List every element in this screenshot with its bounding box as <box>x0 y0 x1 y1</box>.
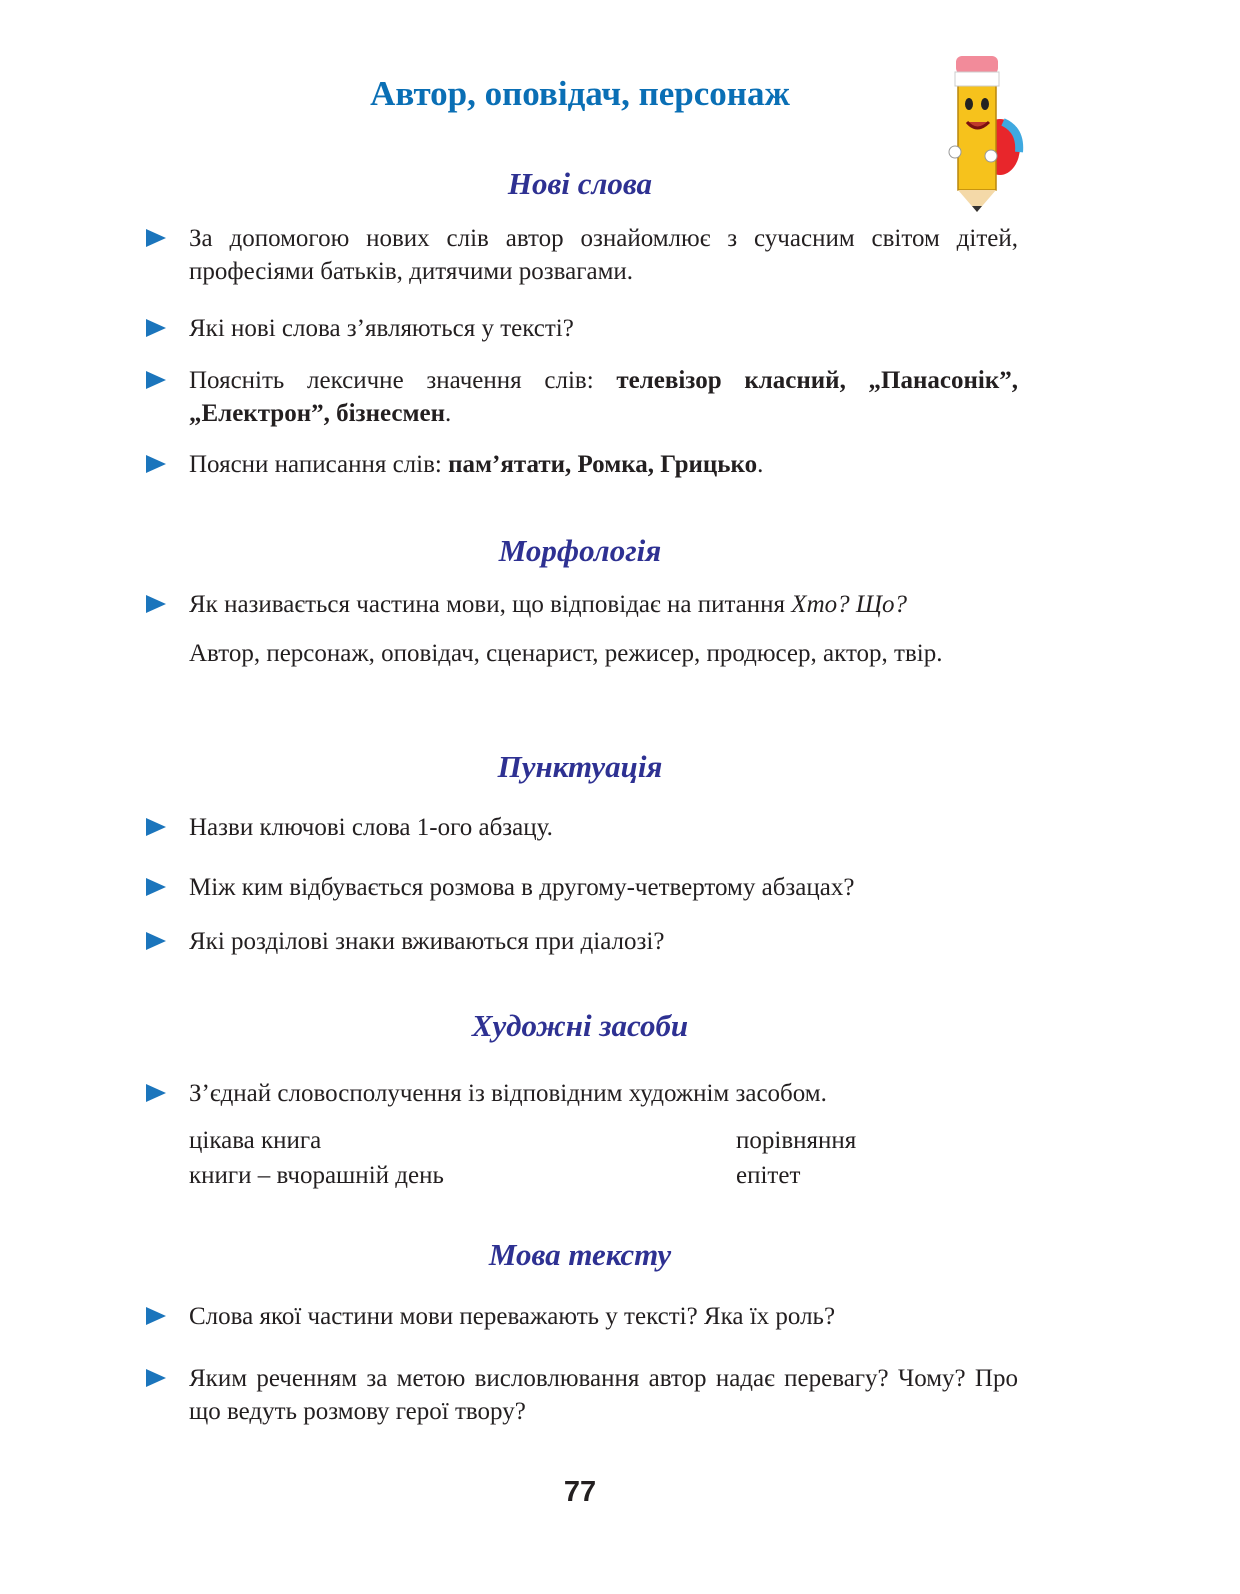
triangle-bullet-icon <box>146 455 166 473</box>
heading-text-language: Мова тексту <box>488 1237 672 1272</box>
heading-artistic-devices: Художні засоби <box>471 1008 689 1043</box>
page-title: Автор, оповідач, персонаж <box>370 74 790 113</box>
page-number: 77 <box>563 1476 597 1508</box>
heading-new-words: Нові слова <box>507 166 653 201</box>
list-item: З’єднай словосполучення із відповідним художнім засобом. <box>146 1077 1018 1110</box>
triangle-bullet-icon <box>146 878 166 896</box>
triangle-bullet-icon <box>146 1084 166 1102</box>
triangle-bullet-icon <box>146 319 166 337</box>
list-item: Назви ключові слова 1-ого абзацу. <box>146 811 1018 844</box>
list-item: Які нові слова з’являються у тексті? <box>146 312 1018 345</box>
list-item: Слова якої частини мови переважають у тексті? Яка їх роль? <box>146 1300 1018 1333</box>
list-item: Поясніть лексичне значення слів: телевізор класний, „Панасонік”, „Електрон”, бізнесмен. <box>146 364 1018 430</box>
triangle-bullet-icon <box>146 818 166 836</box>
list-item: Поясни написання слів: пам’ятати, Ромка, Грицько. <box>146 448 1018 481</box>
heading-punctuation: Пунктуація <box>497 749 663 784</box>
triangle-bullet-icon <box>146 229 166 247</box>
list-item: Яким реченням за метою висловлювання автор надає перевагу? Чому? Про що ведуть розмову герої твору? <box>146 1362 1018 1428</box>
word-list-paragraph: Автор, персонаж, оповідач, сценарист, режисер, продюсер, актор, твір. <box>189 640 943 667</box>
triangle-bullet-icon <box>146 595 166 613</box>
device-right: порівняння <box>736 1127 857 1154</box>
phrase-left: книги – вчорашній день <box>189 1162 444 1189</box>
list-item: За допомогою нових слів автор ознайомлює з сучасним світом дітей, професіями батьків, дитячими розвагами. <box>146 222 1018 288</box>
list-item: Між ким відбувається розмова в другому-четвертому абзацах? <box>146 871 1018 904</box>
triangle-bullet-icon <box>146 932 166 950</box>
triangle-bullet-icon <box>146 371 166 389</box>
list-item: Які розділові знаки вживаються при діалозі? <box>146 925 1018 958</box>
phrase-left: цікава книга <box>189 1127 322 1154</box>
triangle-bullet-icon <box>146 1307 166 1325</box>
heading-morphology: Морфологія <box>498 533 662 568</box>
triangle-bullet-icon <box>146 1369 166 1387</box>
list-item: Як називається частина мови, що відповідає на питання Хто? Що? <box>146 588 1018 621</box>
device-right: епітет <box>736 1162 801 1189</box>
